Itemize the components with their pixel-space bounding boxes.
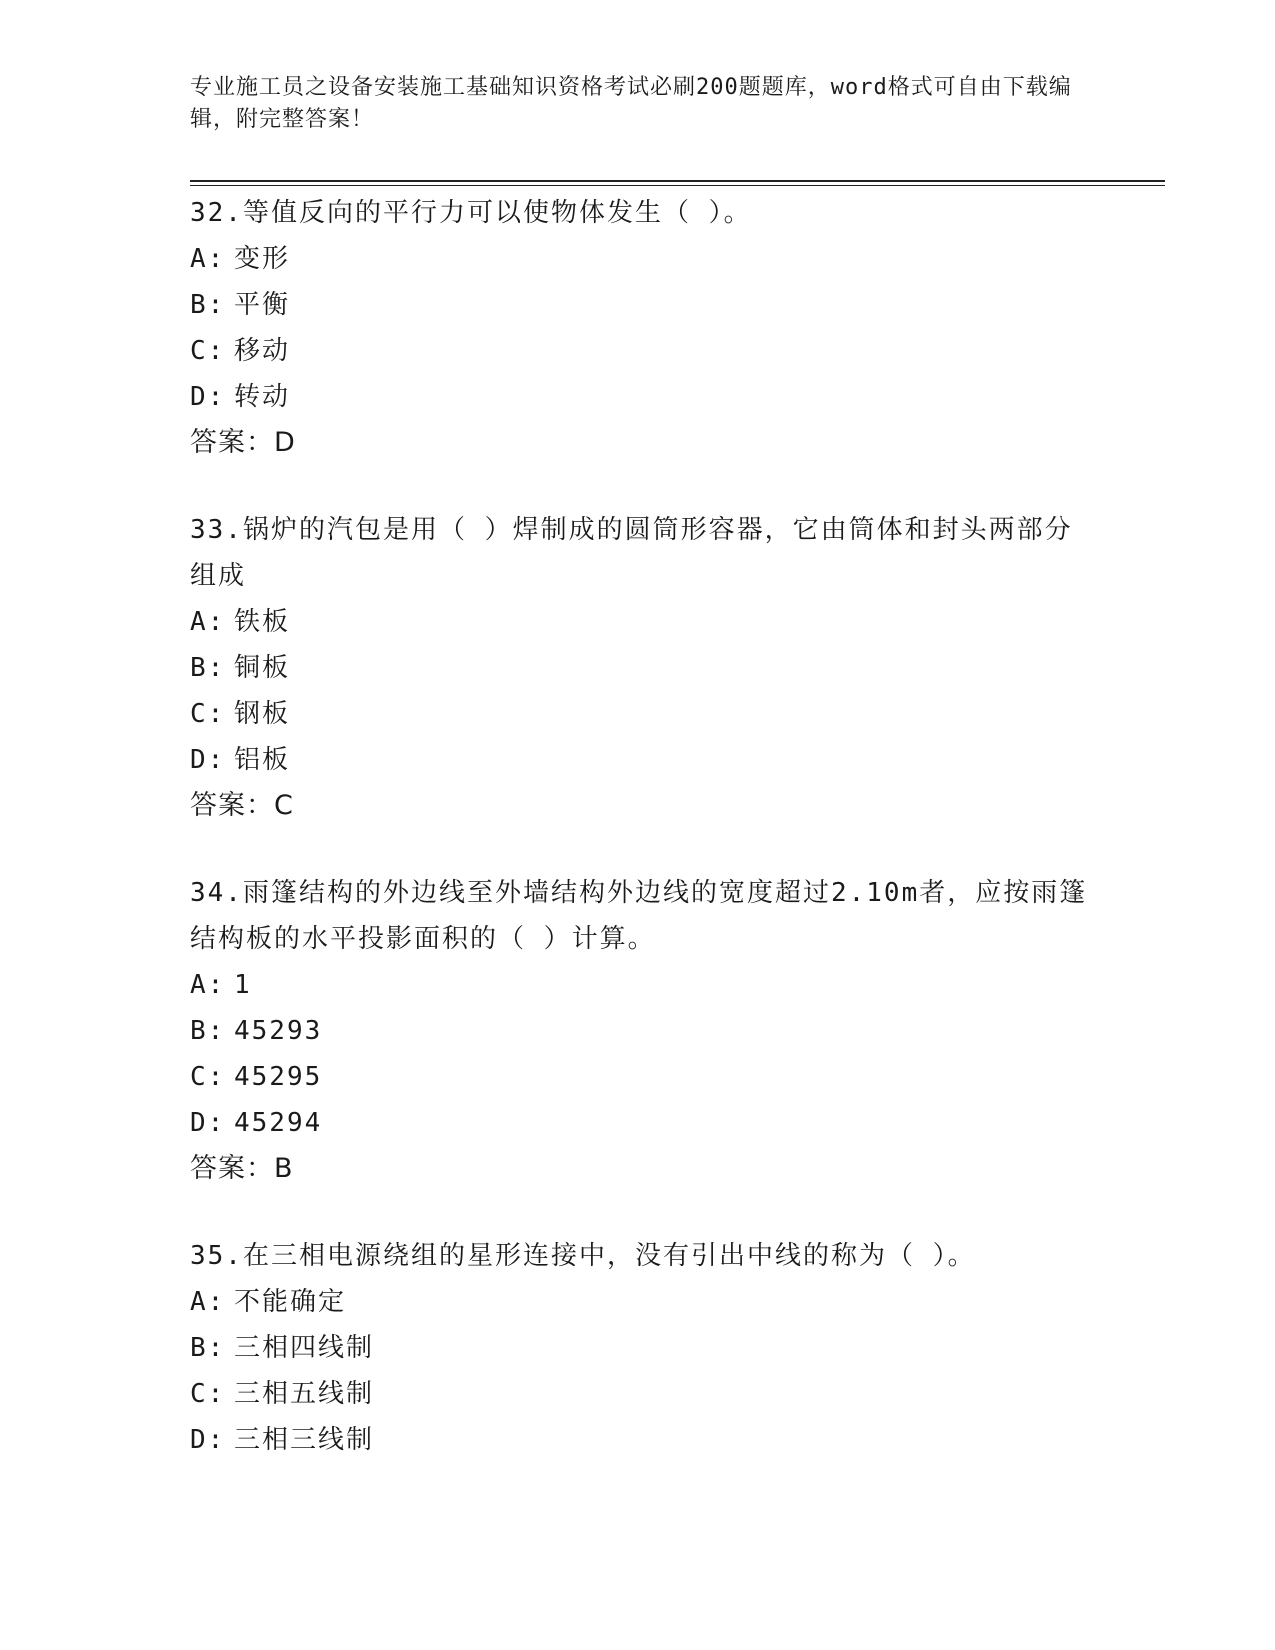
option-c (190, 691, 1090, 737)
option-b (190, 645, 1090, 691)
option-text: 三相五线制 (234, 1379, 375, 1409)
option-text: 钢板 (234, 699, 291, 729)
option-a (190, 1279, 1090, 1325)
option-a (190, 236, 1090, 282)
option-key: B: (190, 290, 226, 320)
option-key: B: (190, 1016, 226, 1046)
document-header: 专业施工员之设备安装施工基础知识资格考试必刷200题题库，word格式可自由下载编辑，附完整答案！ (190, 75, 1072, 132)
option-key: A: (190, 1287, 226, 1317)
option-a (190, 599, 1090, 645)
option-key: D: (190, 382, 226, 412)
option-key: A: (190, 244, 226, 274)
option-key: D: (190, 1425, 226, 1455)
answer-line: 答案：B (190, 1153, 294, 1184)
option-text: 三相三线制 (234, 1425, 375, 1455)
question-list (190, 190, 1090, 1504)
header-rule-thick (190, 180, 1165, 182)
answer-line: 答案：D (190, 427, 296, 458)
option-text: 转动 (234, 382, 291, 412)
option-text: 移动 (234, 336, 291, 366)
option-d (190, 374, 1090, 420)
option-text: 45295 (234, 1062, 323, 1092)
option-key: A: (190, 607, 226, 637)
option-text: 不能确定 (234, 1287, 347, 1317)
option-text: 45294 (234, 1108, 323, 1138)
option-d (190, 1100, 1090, 1146)
option-key: A: (190, 970, 226, 1000)
header-rule-thin (190, 185, 1165, 186)
option-text: 铁板 (234, 607, 291, 637)
option-c (190, 328, 1090, 374)
option-b (190, 1325, 1090, 1371)
question-item (190, 1233, 1090, 1463)
option-d (190, 737, 1090, 783)
option-key: C: (190, 699, 226, 729)
option-text: 45293 (234, 1016, 323, 1046)
option-a (190, 962, 1090, 1008)
question-stem: 32.等值反向的平行力可以使物体发生（ ）。 (190, 198, 752, 228)
option-key: D: (190, 745, 226, 775)
question-item (190, 870, 1090, 1192)
option-text: 1 (234, 970, 252, 1000)
option-text: 平衡 (234, 290, 291, 320)
option-key: C: (190, 1379, 226, 1409)
question-stem: 33.锅炉的汽包是用（ ）焊制成的圆筒形容器，它由筒体和封头两部分组成 (190, 515, 1073, 591)
question-item (190, 190, 1090, 466)
option-key: B: (190, 1333, 226, 1363)
option-text: 变形 (234, 244, 291, 274)
option-d (190, 1417, 1090, 1463)
option-b (190, 282, 1090, 328)
question-stem: 35.在三相电源绕组的星形连接中，没有引出中线的称为（ ）。 (190, 1241, 976, 1271)
option-key: C: (190, 336, 226, 366)
question-item (190, 507, 1090, 829)
option-text: 铝板 (234, 745, 291, 775)
option-b (190, 1008, 1090, 1054)
option-key: C: (190, 1062, 226, 1092)
option-key: D: (190, 1108, 226, 1138)
option-text: 三相四线制 (234, 1333, 375, 1363)
answer-line: 答案：C (190, 790, 294, 821)
option-c (190, 1371, 1090, 1417)
option-key: B: (190, 653, 226, 683)
question-stem: 34.雨篷结构的外边线至外墙结构外边线的宽度超过2.10m者，应按雨篷结构板的水平投影面积的（ ）计算。 (190, 878, 1088, 954)
option-text: 铜板 (234, 653, 291, 683)
option-c (190, 1054, 1090, 1100)
